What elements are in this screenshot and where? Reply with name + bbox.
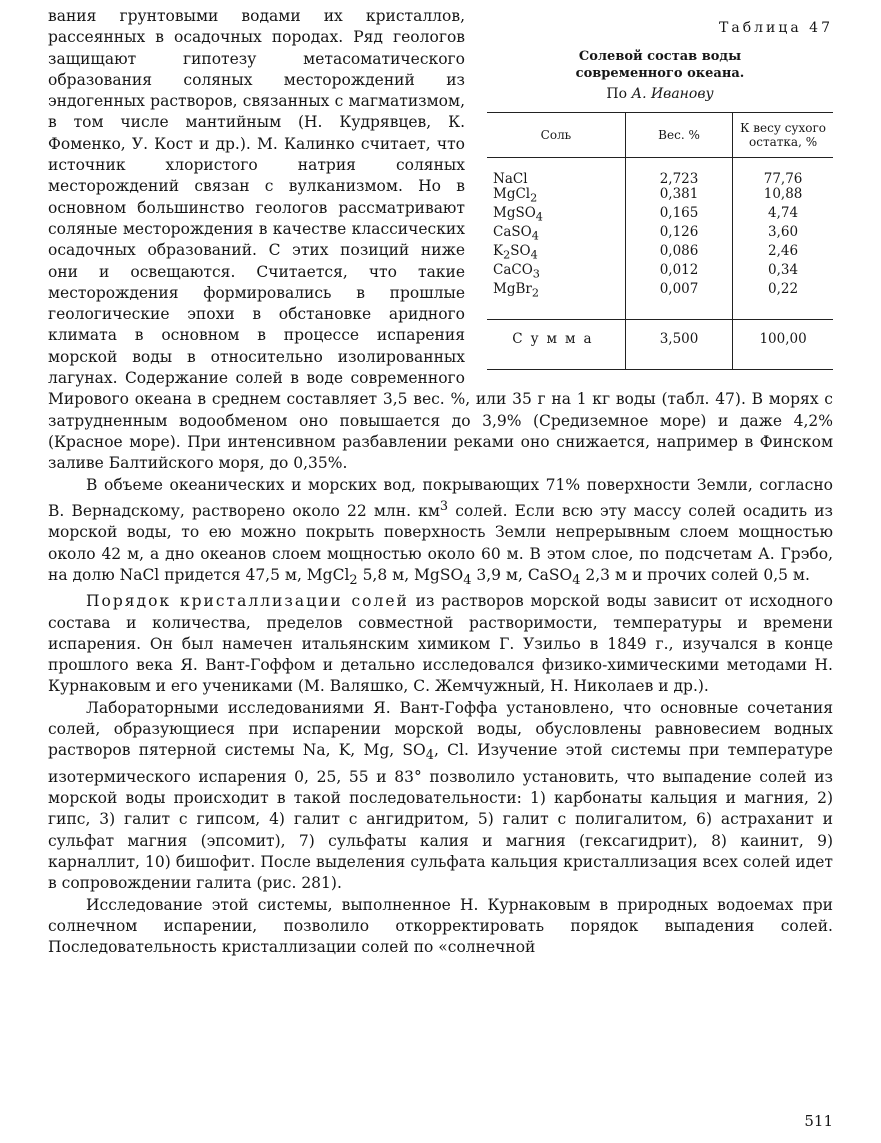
salt-dry-residue: 2,46 <box>733 244 833 263</box>
salt-weight: 0,126 <box>625 225 732 244</box>
table-source-author: А. Иванову <box>631 86 714 102</box>
table-body <box>487 158 833 320</box>
table-row <box>487 282 833 319</box>
salt-formula: $K_2SO_4$ <box>493 242 538 262</box>
salt-formula: MgCl$_2$ <box>493 186 538 205</box>
salt-weight: 2,723 <box>625 158 732 188</box>
salt-dry-residue: 0,22 <box>733 282 833 319</box>
table-row <box>487 158 833 188</box>
paragraph-vant-hoff <box>48 698 833 895</box>
table-source-prefix: По <box>606 86 632 102</box>
paragraph-kurnakov: Исследование этой системы, выполненное Н. Курнаковым в природных водоемах при солнечном испарении, позволило откорректировать порядок выпадения солей. Последовательность кристаллизации солей по «солнечной <box>48 895 833 957</box>
ocean-salts-text-a: В объеме океанических и морских вод, покрывающих 71% поверхности Земли, согласно В. Вернадскому, растворено около 22 млн. км <box>48 475 833 520</box>
subscript-so4: 4 <box>425 748 434 764</box>
salt-weight: 0,007 <box>625 282 732 319</box>
table-47 <box>487 12 833 370</box>
salt-dry-residue: 4,74 <box>733 206 833 225</box>
vant-hoff-text-b: , Cl. Изучение этой системы при температуре изотермического испарения 0, 25, 55 и 83° позволило установить, что выпадение солей из морской воды происходит в такой последовательности: 1) карбонаты кальция и магния, 2) гипс, 3) галит с гипсом, 4) галит с ангидритом, 5) галит с полигалитом, 6) астраханит и сульфат магния (эпсомит), 7) сульфаты калия и магния (гексагидрит), 8) каинит, 9) карналлит, 10) бишофит. После выделения сульфата кальция кристаллизация всех солей идет в сопровождении галита (рис. 281). <box>48 741 833 893</box>
table-title-line2: современного океана. <box>575 66 745 81</box>
table-number: Таблица 47 <box>719 20 833 36</box>
paragraph-crystallization-order <box>48 591 833 697</box>
salt-formula: MgSO$_4$ <box>493 205 543 224</box>
sum-label: Сумма <box>487 319 625 369</box>
paragraph-intro: вания грунтовыми водами их кристаллов, рассеянных в осадочных породах. Ряд геологов защищают гипотезу метасоматического образования соляных месторождений из эндогенных растворов, связанных с магматизмом, в том числе мантийным (Н. Кудрявцев, К. Фоменко, У. Кост и др.). М. Калинко считает, что источник хлористого натрия соляных месторождений связан с вулканизмом. Но в основном большинство геологов рассматривают соляные месторождения в качестве классических осадочных образований. С этих позиций ниже они и освещаются. Считается, что такие месторождения формировались в прошлые геологические эпохи в обстановке аридного климата в основном в процессе испарения морской воды в относительно изолированных лагунах. Содержание солей в воде современного Мирового океана в среднем составляет 3,5 вес. %, или 35 г на 1 кг воды (табл. 47). В морях с затрудненным водообменом оно повышается до 3,9% (Средиземное море) и даже 4,2% (Красное море). При интенсивном разбавлении реками оно снижается, например в Финском заливе Балтийского моря, до 0,35%. <box>48 7 833 473</box>
page-body <box>48 6 833 958</box>
salt-weight: 0,381 <box>625 187 732 206</box>
crystallization-rest: из растворов морской воды зависит от исходного состава и количества, пределов совместной растворимости, температуры и времени испарения. Он был намечен итальянским химиком Г. Узильо в 1849 г., изучался в конце прошлого века Я. Вант-Гоффом и детально исследовался физико-химическими методами Н. Курнаковым и его учениками (М. Валяшко, С. Жемчужный, Н. Николаев и др.). <box>48 592 833 696</box>
salt-formula: CaSO$_4$ <box>493 223 539 243</box>
salt-composition-table <box>487 112 833 370</box>
table-row <box>487 206 833 225</box>
table-row <box>487 244 833 263</box>
salt-weight: 0,086 <box>625 244 732 263</box>
salt-weight: 0,165 <box>625 206 732 225</box>
ocean-salts-text-e: 2,3 м и прочих солей 0,5 м. <box>580 565 810 584</box>
subscript-mgcl2: 2 <box>349 572 358 588</box>
salt-formula: MgBr$_2$ <box>493 280 540 300</box>
crystallization-lead: Порядок кристаллизации солей <box>86 592 409 611</box>
table-row <box>487 187 833 206</box>
subscript-caso4: 4 <box>572 572 581 588</box>
table-row <box>487 263 833 282</box>
ocean-salts-text-c: 5,8 м, MgSO <box>357 565 464 584</box>
header-dry-residue: К весу сухого остатка, % <box>733 113 833 158</box>
superscript-3: 3 <box>439 498 449 514</box>
page-number: 511 <box>804 1112 833 1130</box>
salt-formula: NaCl <box>493 171 528 187</box>
salt-weight: 0,012 <box>625 263 732 282</box>
ocean-salts-text-b: солей. Если всю эту массу солей осадить из морской воды, то ею можно покрыть поверхность Земли непрерывным слоем мощностью около 42 м, а дно океанов слоем мощностью около 60 м. В этом слое, по подсчетам А. Грэбо, на долю NaCl придется 47,5 м, MgCl <box>48 501 833 584</box>
salt-dry-residue: 0,34 <box>733 263 833 282</box>
header-salt: Соль <box>487 113 625 158</box>
paragraph-ocean-salts <box>48 475 833 592</box>
ocean-salts-text-d: 3,9 м, CaSO <box>471 565 573 584</box>
header-weight: Вес. % <box>625 113 732 158</box>
table-row <box>487 225 833 244</box>
table-title-line1: Солевой состав воды <box>578 49 742 64</box>
sum-weight: 3,500 <box>625 319 732 369</box>
table-sum-row <box>487 319 833 369</box>
sum-dry: 100,00 <box>733 319 833 369</box>
subscript-mgso4: 4 <box>463 572 472 588</box>
salt-dry-residue: 3,60 <box>733 225 833 244</box>
table-source <box>487 86 833 102</box>
salt-dry-residue: 10,88 <box>733 187 833 206</box>
salt-formula: CaCO$_3$ <box>493 261 540 281</box>
salt-dry-residue: 77,76 <box>733 158 833 188</box>
vant-hoff-text-a: Лабораторными исследованиями Я. Вант-Гоффа установлено, что основные сочетания солей, образующиеся при испарении морской воды, обусловлены равновесием водных растворов пятерной системы Na, K, Mg, SO <box>48 698 833 760</box>
